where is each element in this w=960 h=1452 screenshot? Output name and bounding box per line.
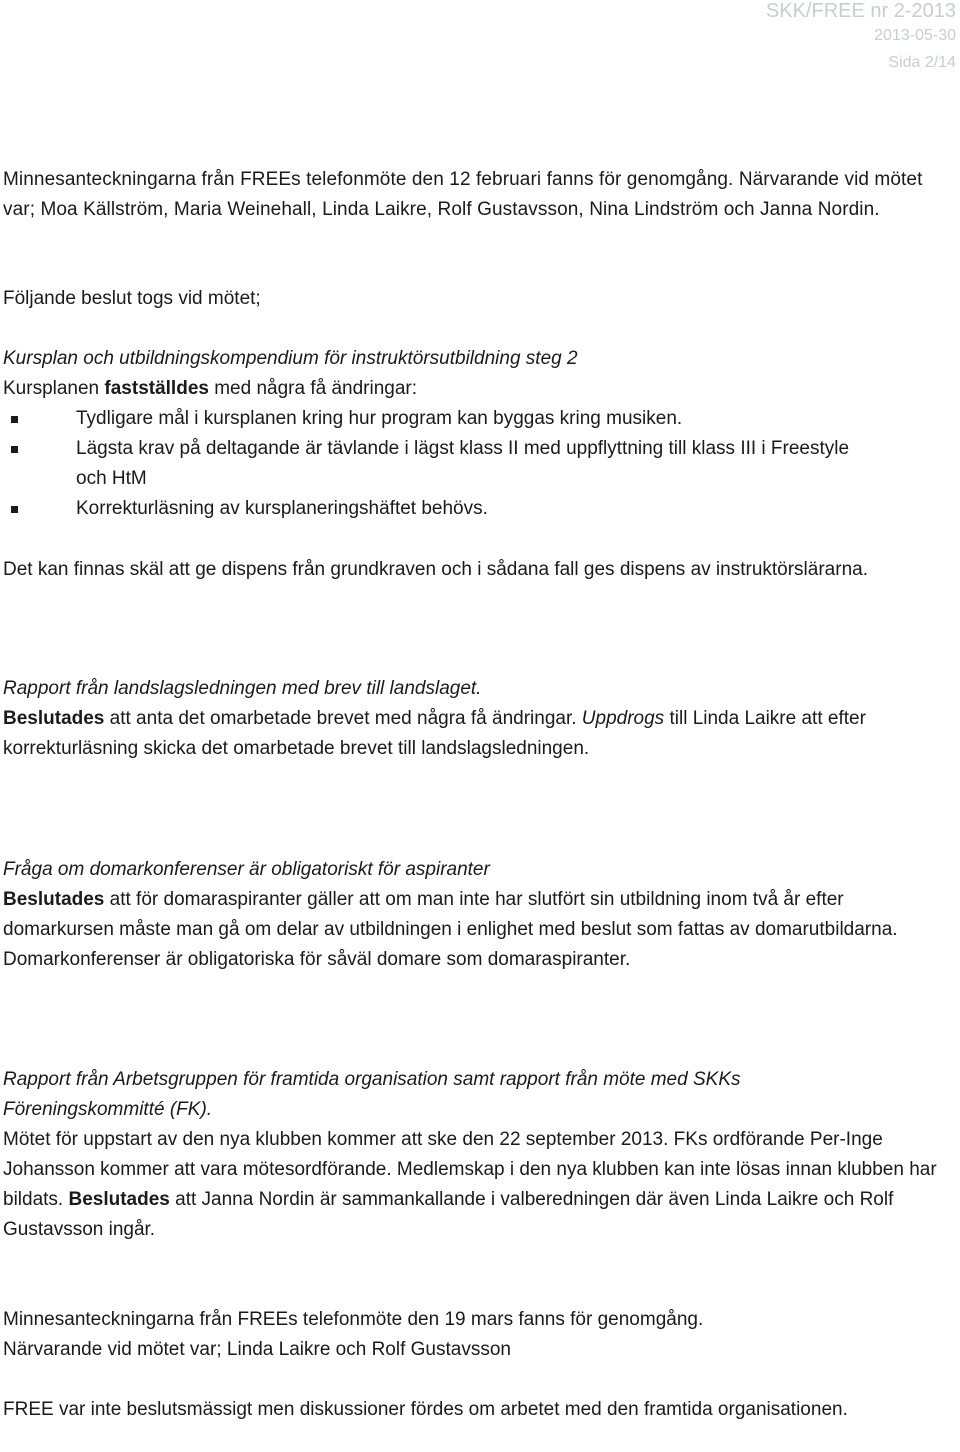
square-bullet-icon bbox=[11, 416, 18, 423]
list-item: Tydligare mål i kursplanen kring hur program kan byggas kring musiken. bbox=[3, 404, 958, 434]
domar-section bbox=[3, 855, 958, 975]
list-item: Lägsta krav på deltagande är tävlande i lägst klass II med uppflyttning till klass III i Freestyle och HtM bbox=[3, 434, 958, 494]
page-number: Sida 2/14 bbox=[888, 54, 956, 71]
landslag-text: Beslutades att anta det omarbetade brevet med några få ändringar. Uppdrogs till Linda Laikre att efter korrekturläsning skicka det omarbetade brevet till landslagsledningen. bbox=[3, 708, 866, 759]
domar-text: Beslutades att för domaraspiranter gäller att om man inte har slutfört sin utbildning inom två år efter domarkursen måste man gå om delar av utbildningen i enlighet med beslut som fattas av domarutbildarna. Domarkonferenser är obligatoriska för såväl domare som domaraspiranter. bbox=[3, 889, 898, 970]
decisions-intro: Följande beslut togs vid mötet; bbox=[3, 288, 261, 309]
arbetsgrupp-section bbox=[3, 1065, 958, 1245]
landslag-section bbox=[3, 674, 958, 764]
meeting-notes-mar-line2: Närvarande vid mötet var; Linda Laikre och Rolf Gustavsson bbox=[3, 1339, 511, 1360]
document-id: SKK/FREE nr 2-2013 bbox=[765, 0, 956, 22]
kursplan-lead: Kursplanen fastställdes med några få ändringar: bbox=[3, 378, 418, 399]
document-date: 2013-05-30 bbox=[874, 27, 956, 44]
page-header bbox=[766, 0, 956, 76]
arbetsgrupp-text: Mötet för uppstart av den nya klubben kommer att ske den 22 september 2013. FKs ordförande Per-Inge Johansson kommer att vara mötesordförande. Medlemskap i den nya klubben kan inte lösas innan klubben har bildats. Beslutades att Janna Nordin är sammankallande i valberedningen där även Linda Laikre och Rolf Gustavsson ingår. bbox=[3, 1129, 937, 1240]
kursplan-bullet-list bbox=[3, 404, 958, 524]
square-bullet-icon bbox=[11, 446, 18, 453]
dispens-note: Det kan finnas skäl att ge dispens från grundkraven och i sådana fall ges dispens av instruktörslärarna. bbox=[3, 559, 868, 580]
meeting-notes-mar bbox=[3, 1305, 958, 1365]
kursplan-heading: Kursplan och utbildningskompendium för instruktörsutbildning steg 2 bbox=[3, 348, 578, 369]
meeting-notes-feb: Minnesanteckningarna från FREEs telefonmöte den 12 februari fanns för genomgång. Närvarande vid mötet var; Moa Källström, Maria Weinehall, Linda Laikre, Rolf Gustavsson, Nina Lindström och Janna Nordin. bbox=[3, 169, 923, 220]
domar-heading: Fråga om domarkonferenser är obligatoriskt för aspiranter bbox=[3, 859, 490, 880]
landslag-heading: Rapport från landslagsledningen med brev till landslaget. bbox=[3, 678, 482, 699]
free-status-text: FREE var inte beslutsmässigt men diskussioner fördes om arbetet med den framtida organisationen. bbox=[3, 1399, 848, 1420]
list-item: Korrekturläsning av kursplaneringshäftet behövs. bbox=[3, 494, 958, 524]
meeting-notes-mar-line1: Minnesanteckningarna från FREEs telefonmöte den 19 mars fanns för genomgång. bbox=[3, 1309, 704, 1330]
kursplan-section bbox=[3, 344, 958, 524]
square-bullet-icon bbox=[11, 506, 18, 513]
arbetsgrupp-heading: Rapport från Arbetsgruppen för framtida organisation samt rapport från möte med SKKs Föreningskommitté (FK). bbox=[3, 1069, 741, 1120]
